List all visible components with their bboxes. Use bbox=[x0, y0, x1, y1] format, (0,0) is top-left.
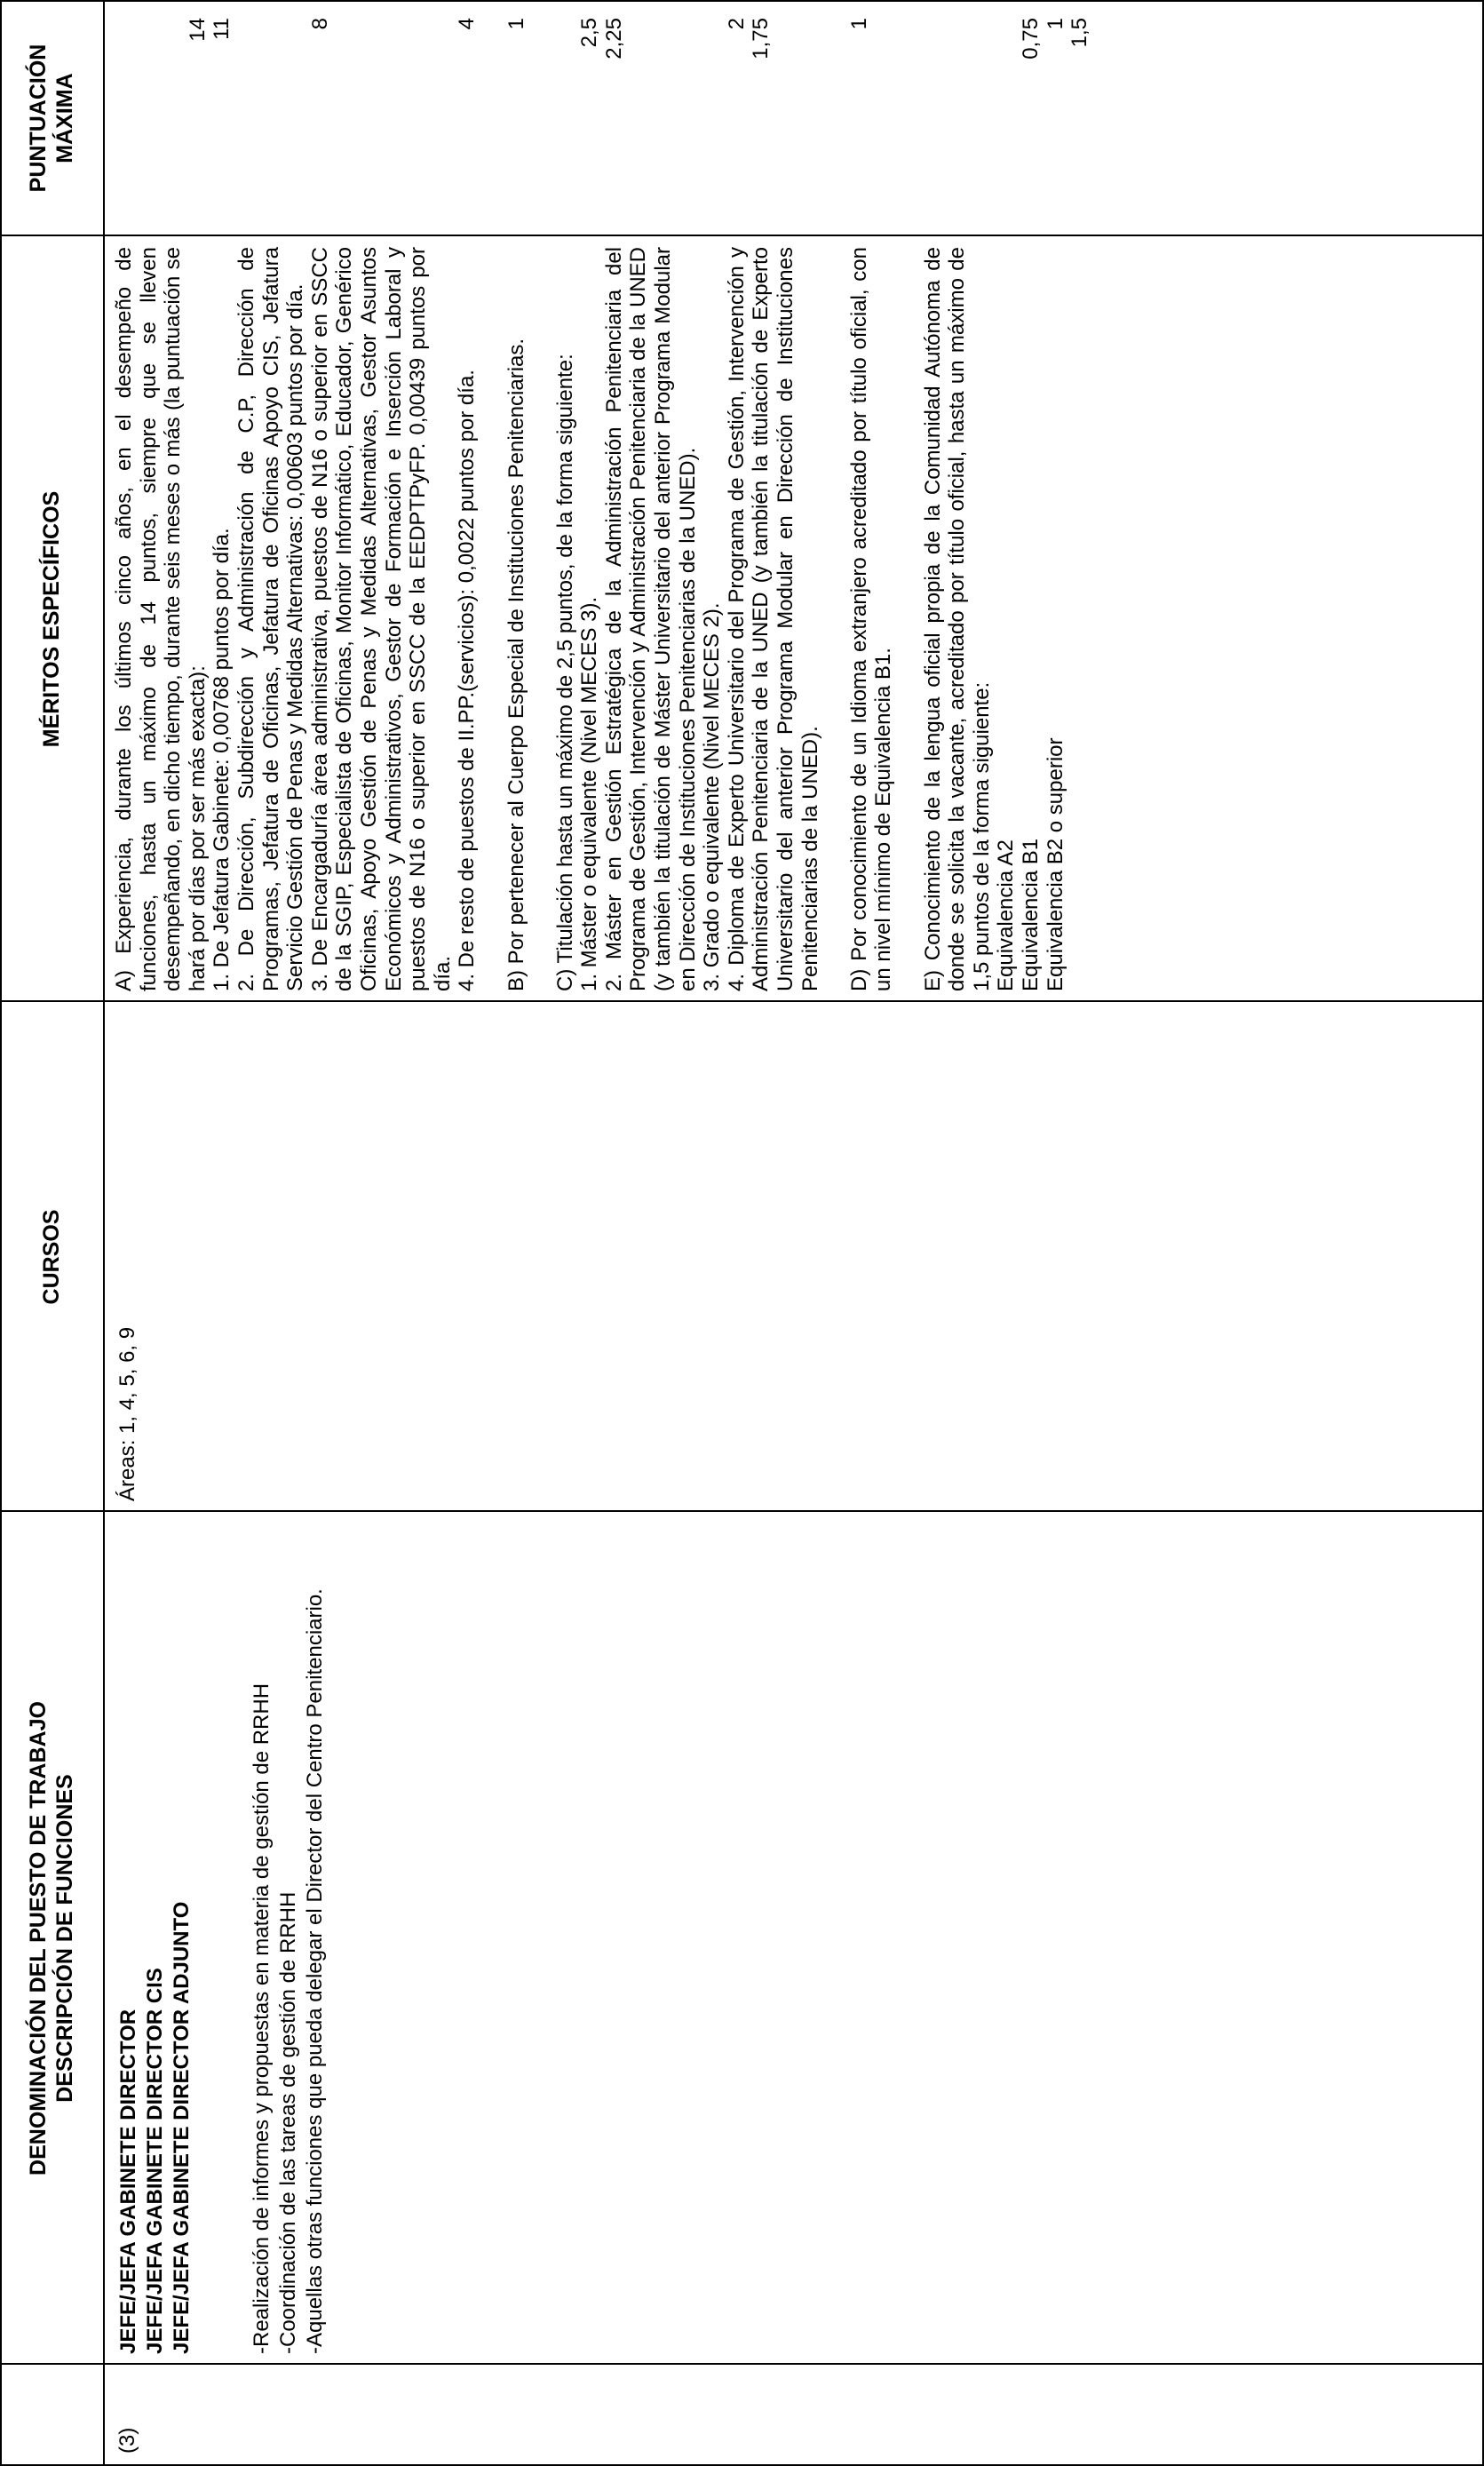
header-denomination-title: DENOMINACIÓN DEL PUESTO DE TRABAJO bbox=[26, 1701, 51, 2176]
score-e1: 0,75 bbox=[1018, 18, 1043, 60]
score-d: 1 bbox=[846, 18, 871, 30]
merits-cell bbox=[105, 236, 1067, 1002]
function-item: -Realización de informes y propuestas en materia de gestión de RRHH bbox=[250, 1682, 274, 2354]
function-item: -Aquellas otras funciones que pueda delegar el Director del Centro Penitenciario. bbox=[303, 1588, 327, 2354]
merit-a1: 1. De Jefatura Gabinete: 0,00768 puntos por día. bbox=[210, 528, 234, 991]
merit-a-intro: A) Experiencia, durante los últimos cinco años, en el desempeño de funciones, hasta un máximo de 14 puntos, siempre que se lleven desempeñando, en dicho tiempo, durante seis meses o más (la puntuación se hará por días por ser más exacta): bbox=[112, 247, 210, 991]
row-reference: (3) bbox=[115, 2427, 139, 2454]
score-e3: 1,5 bbox=[1067, 18, 1092, 48]
score-a2: 11 bbox=[210, 18, 234, 40]
merit-c1: 1. Máster o equivalente (Nivel MECES 3). bbox=[577, 596, 602, 991]
score-c3: 2 bbox=[724, 18, 749, 30]
job-titles bbox=[115, 1523, 195, 2354]
job-title: JEFE/JEFA GABINETE DIRECTOR CIS bbox=[143, 1968, 167, 2354]
header-functions-title: DESCRIPCIÓN DE FUNCIONES bbox=[52, 1774, 77, 2103]
merit-c2: 2. Máster en Gestión Estratégica de la Administración Penitenciaria del Programa de Gestión, Intervención y Administración Penitenciaria de la UNED (y también la titulación de Máster Universitario del anterior Programa Modular en Dirección de Instituciones Penitenciarias de la UNED). bbox=[601, 247, 700, 991]
merit-c-intro: C) Titulación hasta un máximo de 2,5 puntos, de la forma siguiente: bbox=[552, 354, 577, 991]
merit-e2: Equivalencia B1 bbox=[1018, 838, 1043, 991]
job-title: JEFE/JEFA GABINETE DIRECTOR bbox=[116, 2009, 140, 2354]
merit-d: D) Por conocimiento de un Idioma extranjero acreditado por título oficial, con un nivel mínimo de Equivalencia B1. bbox=[846, 247, 896, 991]
merit-c3: 3. Grado o equivalente (Nivel MECES 2). bbox=[700, 602, 725, 991]
function-list bbox=[249, 1523, 329, 2354]
courses-cell: Áreas: 1, 4, 5, 6, 9 bbox=[115, 1326, 139, 1501]
merit-e1: Equivalencia A2 bbox=[994, 839, 1019, 991]
header-courses: CURSOS bbox=[39, 1209, 64, 1305]
merit-e-intro: E) Conocimiento de la lengua oficial propia de la Comunidad Autónoma de donde se solicita la vacante, acreditado por título oficial, hasta un máximo de 1,5 puntos de la forma siguiente: bbox=[920, 247, 994, 991]
function-item: -Coordinación de las tareas de gestión de RRHH bbox=[276, 1891, 300, 2354]
score-c1: 2,5 bbox=[577, 18, 602, 48]
merit-b: B) Por pertenecer al Cuerpo Especial de Instituciones Penitenciarias. bbox=[504, 338, 528, 991]
score-a1: 14 bbox=[185, 18, 210, 42]
merit-e3: Equivalencia B2 o superior bbox=[1043, 737, 1067, 991]
scores-cell bbox=[105, 0, 1092, 236]
header-denomination bbox=[0, 1512, 103, 2365]
merit-a2: 2. De Dirección, Subdirección y Administración de C.P, Dirección de Programas, Jefatura de Oficinas, Jefatura de Oficinas Apoyo CIS, Jefatura Servicio Gestión de Penas y Medidas Alternativas: 0,00603 puntos por día. bbox=[234, 247, 308, 991]
score-c4: 1,75 bbox=[749, 18, 774, 60]
score-b: 1 bbox=[504, 18, 528, 30]
job-title: JEFE/JEFA GABINETE DIRECTOR ADJUNTO bbox=[170, 1901, 194, 2354]
score-c2: 2,25 bbox=[601, 18, 626, 60]
denomination-cell bbox=[105, 1512, 329, 2365]
score-a4: 4 bbox=[455, 18, 480, 30]
merit-a3: 3. De Encargaduría área administrativa, puestos de N16 o superior en SSCC de la SGIP, Especialista de Oficinas, Monitor Informático, Educador, Genérico Oficinas, Apoyo Gestión de Penas y Medidas Alternativas, Gestor Asuntos Económicos y Administrativos, Gestor de Formación e Inserción Laboral y puestos de N16 o superior en SSCC de la EEDPTPyFP. 0,00439 puntos por día. bbox=[307, 247, 455, 991]
header-score: PUNTUACIÓN MÁXIMA bbox=[26, 44, 77, 193]
header-merits: MÉRITOS ESPECÍFICOS bbox=[39, 490, 64, 748]
score-a3: 8 bbox=[307, 18, 332, 30]
merit-c4: 4. Diploma de Experto Universitario del Programa de Gestión, Intervención y Administración Penitenciaria de la UNED (y también la titulación de Experto Universitario del anterior Programa Modular en Dirección de Instituciones Penitenciarias de la UNED). bbox=[724, 247, 822, 991]
score-e2: 1 bbox=[1043, 18, 1067, 30]
merit-a4: 4. De resto de puestos de II.PP.(servicios): 0,0022 puntos por día. bbox=[455, 370, 480, 991]
